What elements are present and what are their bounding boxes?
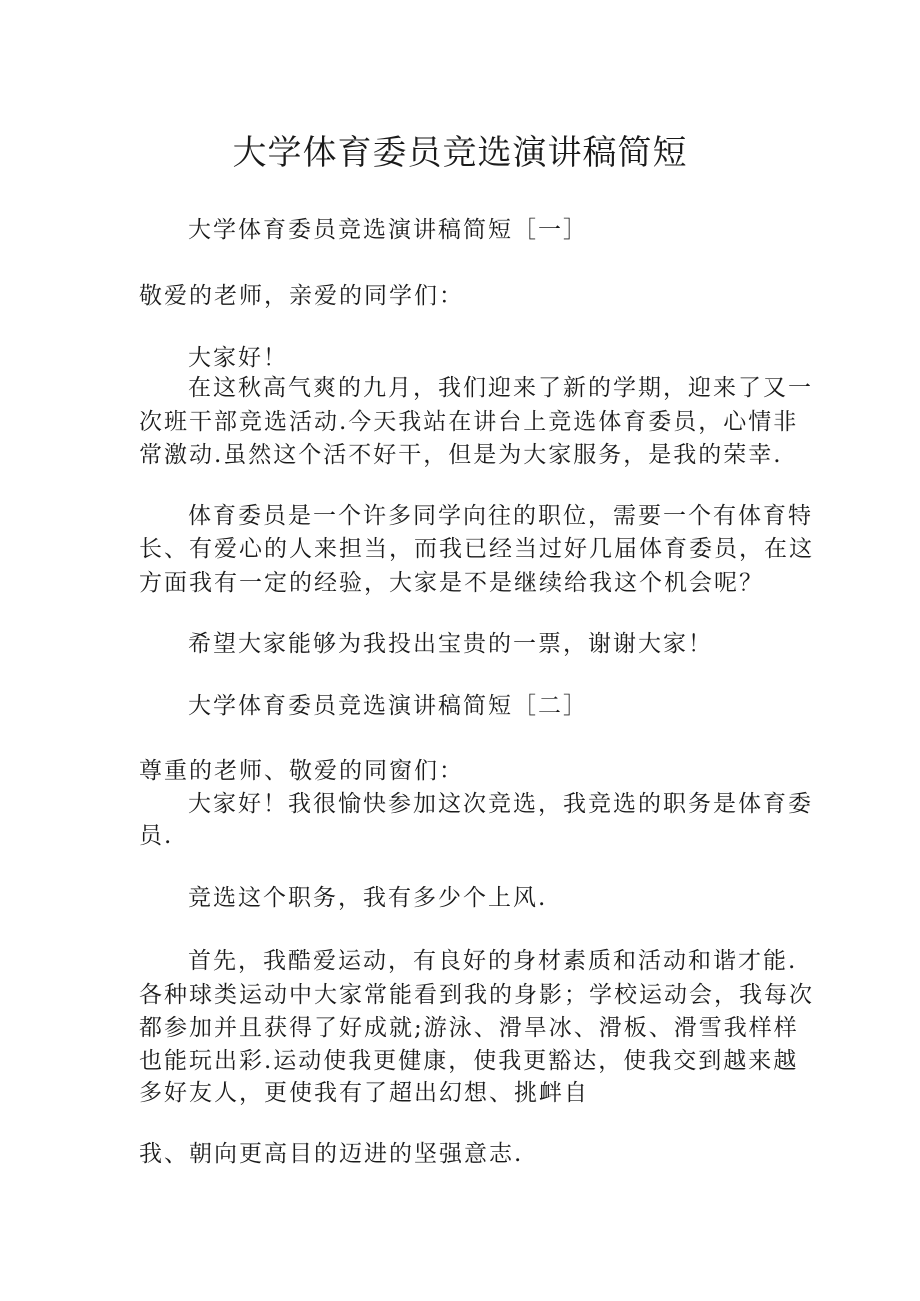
paragraph-line: 体育委员是一个许多同学向往的职位，需要一个有体育特: [188, 503, 813, 529]
salutation-2: 尊重的老师、敬爱的同窗们：: [139, 758, 464, 784]
paragraph-line: 大家好！我很愉快参加这次竞选，我竞选的职务是体育委: [188, 791, 813, 817]
closing-line: 希望大家能够为我投出宝贵的一票，谢谢大家！: [188, 631, 713, 657]
paragraph-line: 次班干部竞选活动.今天我站在讲台上竞选体育委员，心情非: [139, 409, 799, 435]
salutation-1: 敬爱的老师，亲爱的同学们：: [139, 283, 464, 309]
paragraph-line: 我、朝向更高目的迈进的坚强意志.: [139, 1141, 524, 1167]
paragraph-line: 在这秋高气爽的九月，我们迎来了新的学期，迎来了又一: [188, 375, 813, 401]
paragraph-line: 都参加并且获得了好成就;游泳、滑旱冰、滑板、滑雪我样样: [139, 1015, 799, 1041]
paragraph-line: 长、有爱心的人来担当，而我已经当过好几届体育委员，在这: [139, 536, 814, 562]
greeting-1: 大家好！: [188, 345, 288, 371]
paragraph-line: 员.: [139, 823, 174, 849]
paragraph-line: 方面我有一定的经验，大家是不是继续给我这个机会呢？: [139, 570, 764, 596]
paragraph-line: 多好友人，更使我有了超出幻想、挑衅自: [139, 1080, 589, 1106]
paragraph-line: 各种球类运动中大家常能看到我的身影；学校运动会，我每次: [139, 982, 814, 1008]
paragraph-line: 竞选这个职务，我有多少个上风.: [188, 885, 548, 911]
section-heading-1: 大学体育委员竞选演讲稿简短［一］: [188, 217, 588, 243]
document-title: 大学体育委员竞选演讲稿简短: [232, 133, 688, 173]
paragraph-line: 也能玩出彩.运动使我更健康，使我更豁达，使我交到越来越: [139, 1048, 799, 1074]
paragraph-line: 首先，我酷爱运动，有良好的身材素质和活动和谐才能.: [188, 948, 798, 974]
section-heading-2: 大学体育委员竞选演讲稿简短［二］: [188, 693, 588, 719]
paragraph-line: 常激动.虽然这个活不好干，但是为大家服务，是我的荣幸.: [139, 442, 783, 468]
